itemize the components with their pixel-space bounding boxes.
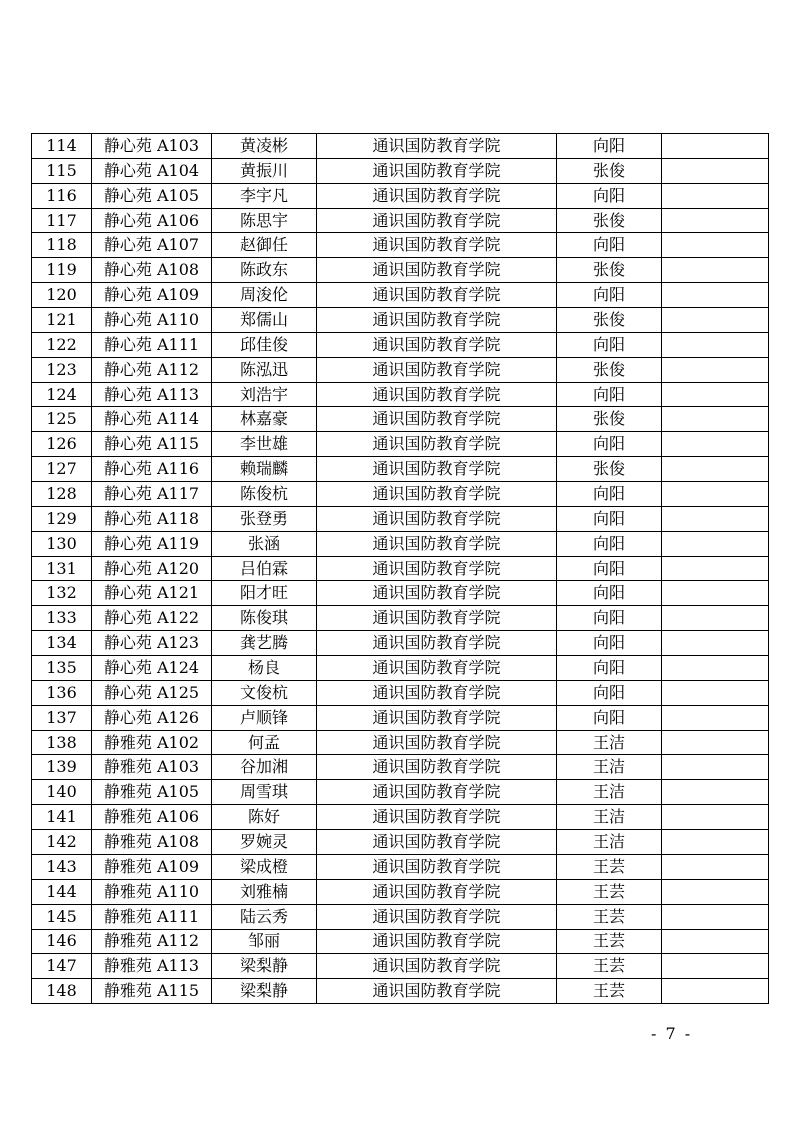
student-name-cell: 龚艺腾 (212, 631, 317, 656)
dorm-room-cell: 静心苑 A125 (92, 680, 212, 705)
counselor-cell: 王芸 (557, 929, 662, 954)
college-cell: 通识国防教育学院 (317, 332, 557, 357)
table-row (32, 357, 769, 382)
student-name-cell: 陈好 (212, 805, 317, 830)
remarks-cell (662, 208, 769, 233)
student-name-cell: 赵御任 (212, 233, 317, 258)
row-number-cell: 141 (32, 805, 92, 830)
college-cell: 通识国防教育学院 (317, 283, 557, 308)
table-row (32, 904, 769, 929)
counselor-cell: 向阳 (557, 482, 662, 507)
student-name-cell: 阳才旺 (212, 581, 317, 606)
table-row (32, 979, 769, 1004)
student-name-cell: 何孟 (212, 730, 317, 755)
row-number-cell: 137 (32, 705, 92, 730)
college-cell: 通识国防教育学院 (317, 631, 557, 656)
college-cell: 通识国防教育学院 (317, 208, 557, 233)
dorm-room-cell: 静心苑 A108 (92, 258, 212, 283)
remarks-cell (662, 283, 769, 308)
student-name-cell: 陈俊杭 (212, 482, 317, 507)
remarks-cell (662, 954, 769, 979)
row-number-cell: 142 (32, 830, 92, 855)
row-number-cell: 139 (32, 755, 92, 780)
student-name-cell: 赖瑞麟 (212, 457, 317, 482)
table-row (32, 705, 769, 730)
counselor-cell: 向阳 (557, 233, 662, 258)
table-row (32, 332, 769, 357)
college-cell: 通识国防教育学院 (317, 904, 557, 929)
college-cell: 通识国防教育学院 (317, 929, 557, 954)
college-cell: 通识国防教育学院 (317, 258, 557, 283)
row-number-cell: 116 (32, 183, 92, 208)
counselor-cell: 向阳 (557, 606, 662, 631)
dorm-room-cell: 静心苑 A120 (92, 556, 212, 581)
college-cell: 通识国防教育学院 (317, 606, 557, 631)
dorm-room-cell: 静心苑 A119 (92, 531, 212, 556)
page-number: - 7 - (651, 1024, 693, 1043)
table-row (32, 506, 769, 531)
remarks-cell (662, 457, 769, 482)
row-number-cell: 121 (32, 308, 92, 333)
counselor-cell: 王芸 (557, 979, 662, 1004)
college-cell: 通识国防教育学院 (317, 357, 557, 382)
row-number-cell: 133 (32, 606, 92, 631)
student-name-cell: 刘雅楠 (212, 879, 317, 904)
table-row (32, 134, 769, 159)
remarks-cell (662, 407, 769, 432)
student-name-cell: 吕伯霖 (212, 556, 317, 581)
student-name-cell: 文俊杭 (212, 680, 317, 705)
dorm-room-cell: 静雅苑 A106 (92, 805, 212, 830)
table-row (32, 482, 769, 507)
table-row (32, 183, 769, 208)
row-number-cell: 127 (32, 457, 92, 482)
table-row (32, 407, 769, 432)
student-name-cell: 陆云秀 (212, 904, 317, 929)
remarks-cell (662, 183, 769, 208)
counselor-cell: 王洁 (557, 830, 662, 855)
table-row (32, 730, 769, 755)
college-cell: 通识国防教育学院 (317, 134, 557, 159)
row-number-cell: 145 (32, 904, 92, 929)
dorm-room-cell: 静雅苑 A102 (92, 730, 212, 755)
row-number-cell: 136 (32, 680, 92, 705)
dorm-room-cell: 静心苑 A107 (92, 233, 212, 258)
row-number-cell: 138 (32, 730, 92, 755)
table-row (32, 457, 769, 482)
college-cell: 通识国防教育学院 (317, 705, 557, 730)
counselor-cell: 王芸 (557, 904, 662, 929)
remarks-cell (662, 780, 769, 805)
dorm-room-cell: 静心苑 A106 (92, 208, 212, 233)
college-cell: 通识国防教育学院 (317, 158, 557, 183)
table-row (32, 233, 769, 258)
student-name-cell: 李宇凡 (212, 183, 317, 208)
row-number-cell: 131 (32, 556, 92, 581)
college-cell: 通识国防教育学院 (317, 308, 557, 333)
college-cell: 通识国防教育学院 (317, 457, 557, 482)
dorm-room-cell: 静心苑 A110 (92, 308, 212, 333)
dorm-room-cell: 静雅苑 A103 (92, 755, 212, 780)
student-name-cell: 李世雄 (212, 432, 317, 457)
dorm-room-cell: 静雅苑 A105 (92, 780, 212, 805)
remarks-cell (662, 158, 769, 183)
remarks-cell (662, 854, 769, 879)
college-cell: 通识国防教育学院 (317, 183, 557, 208)
college-cell: 通识国防教育学院 (317, 879, 557, 904)
dorm-room-cell: 静心苑 A109 (92, 283, 212, 308)
row-number-cell: 132 (32, 581, 92, 606)
college-cell: 通识国防教育学院 (317, 979, 557, 1004)
remarks-cell (662, 233, 769, 258)
counselor-cell: 张俊 (557, 457, 662, 482)
table-row (32, 258, 769, 283)
counselor-cell: 向阳 (557, 705, 662, 730)
student-name-cell: 邱佳俊 (212, 332, 317, 357)
remarks-cell (662, 556, 769, 581)
student-name-cell: 陈泓迅 (212, 357, 317, 382)
table-row (32, 606, 769, 631)
table-row (32, 805, 769, 830)
row-number-cell: 125 (32, 407, 92, 432)
remarks-cell (662, 357, 769, 382)
counselor-cell: 向阳 (557, 332, 662, 357)
remarks-cell (662, 805, 769, 830)
college-cell: 通识国防教育学院 (317, 954, 557, 979)
row-number-cell: 140 (32, 780, 92, 805)
row-number-cell: 148 (32, 979, 92, 1004)
dorm-room-cell: 静雅苑 A112 (92, 929, 212, 954)
row-number-cell: 119 (32, 258, 92, 283)
student-name-cell: 梁成橙 (212, 854, 317, 879)
student-name-cell: 陈思宇 (212, 208, 317, 233)
dorm-room-cell: 静心苑 A118 (92, 506, 212, 531)
student-name-cell: 谷加湘 (212, 755, 317, 780)
college-cell: 通识国防教育学院 (317, 680, 557, 705)
row-number-cell: 114 (32, 134, 92, 159)
dorm-room-cell: 静心苑 A122 (92, 606, 212, 631)
student-name-cell: 梁梨静 (212, 954, 317, 979)
counselor-cell: 张俊 (557, 407, 662, 432)
table-row (32, 556, 769, 581)
counselor-cell: 向阳 (557, 183, 662, 208)
dorm-room-cell: 静心苑 A112 (92, 357, 212, 382)
remarks-cell (662, 705, 769, 730)
remarks-cell (662, 631, 769, 656)
remarks-cell (662, 332, 769, 357)
counselor-cell: 向阳 (557, 134, 662, 159)
row-number-cell: 130 (32, 531, 92, 556)
row-number-cell: 135 (32, 656, 92, 681)
remarks-cell (662, 656, 769, 681)
college-cell: 通识国防教育学院 (317, 531, 557, 556)
remarks-cell (662, 830, 769, 855)
remarks-cell (662, 531, 769, 556)
college-cell: 通识国防教育学院 (317, 755, 557, 780)
college-cell: 通识国防教育学院 (317, 482, 557, 507)
counselor-cell: 向阳 (557, 432, 662, 457)
remarks-cell (662, 506, 769, 531)
roster-table-body (32, 134, 769, 1004)
remarks-cell (662, 308, 769, 333)
row-number-cell: 146 (32, 929, 92, 954)
table-row (32, 531, 769, 556)
table-row (32, 308, 769, 333)
dorm-room-cell: 静心苑 A104 (92, 158, 212, 183)
college-cell: 通识国防教育学院 (317, 432, 557, 457)
student-name-cell: 黄凌彬 (212, 134, 317, 159)
remarks-cell (662, 606, 769, 631)
counselor-cell: 向阳 (557, 656, 662, 681)
dorm-room-cell: 静心苑 A114 (92, 407, 212, 432)
table-row (32, 581, 769, 606)
college-cell: 通识国防教育学院 (317, 830, 557, 855)
counselor-cell: 张俊 (557, 357, 662, 382)
student-name-cell: 张涵 (212, 531, 317, 556)
dorm-room-cell: 静心苑 A113 (92, 382, 212, 407)
row-number-cell: 115 (32, 158, 92, 183)
dorm-room-cell: 静雅苑 A113 (92, 954, 212, 979)
dorm-room-cell: 静心苑 A111 (92, 332, 212, 357)
counselor-cell: 王洁 (557, 730, 662, 755)
dorm-room-cell: 静雅苑 A108 (92, 830, 212, 855)
dorm-room-cell: 静雅苑 A109 (92, 854, 212, 879)
dorm-room-cell: 静心苑 A124 (92, 656, 212, 681)
remarks-cell (662, 382, 769, 407)
table-row (32, 680, 769, 705)
college-cell: 通识国防教育学院 (317, 233, 557, 258)
counselor-cell: 王洁 (557, 805, 662, 830)
college-cell: 通识国防教育学院 (317, 556, 557, 581)
remarks-cell (662, 929, 769, 954)
counselor-cell: 向阳 (557, 631, 662, 656)
college-cell: 通识国防教育学院 (317, 780, 557, 805)
counselor-cell: 王洁 (557, 755, 662, 780)
counselor-cell: 王芸 (557, 854, 662, 879)
row-number-cell: 128 (32, 482, 92, 507)
row-number-cell: 134 (32, 631, 92, 656)
table-row (32, 432, 769, 457)
college-cell: 通识国防教育学院 (317, 854, 557, 879)
counselor-cell: 王芸 (557, 879, 662, 904)
counselor-cell: 王芸 (557, 954, 662, 979)
student-name-cell: 郑儒山 (212, 308, 317, 333)
table-row (32, 382, 769, 407)
college-cell: 通识国防教育学院 (317, 581, 557, 606)
dorm-room-cell: 静心苑 A126 (92, 705, 212, 730)
counselor-cell: 向阳 (557, 680, 662, 705)
student-name-cell: 卢顺锋 (212, 705, 317, 730)
college-cell: 通识国防教育学院 (317, 506, 557, 531)
remarks-cell (662, 680, 769, 705)
student-name-cell: 刘浩宇 (212, 382, 317, 407)
dorm-room-cell: 静心苑 A116 (92, 457, 212, 482)
table-row (32, 954, 769, 979)
counselor-cell: 张俊 (557, 308, 662, 333)
student-name-cell: 林嘉豪 (212, 407, 317, 432)
remarks-cell (662, 432, 769, 457)
row-number-cell: 126 (32, 432, 92, 457)
college-cell: 通识国防教育学院 (317, 805, 557, 830)
counselor-cell: 向阳 (557, 556, 662, 581)
counselor-cell: 向阳 (557, 382, 662, 407)
counselor-cell: 向阳 (557, 581, 662, 606)
student-name-cell: 罗婉灵 (212, 830, 317, 855)
college-cell: 通识国防教育学院 (317, 407, 557, 432)
student-name-cell: 黄振川 (212, 158, 317, 183)
remarks-cell (662, 581, 769, 606)
counselor-cell: 向阳 (557, 283, 662, 308)
dorm-room-cell: 静心苑 A103 (92, 134, 212, 159)
row-number-cell: 120 (32, 283, 92, 308)
counselor-cell: 向阳 (557, 531, 662, 556)
table-row (32, 158, 769, 183)
table-row (32, 854, 769, 879)
table-row (32, 929, 769, 954)
student-name-cell: 杨良 (212, 656, 317, 681)
table-row (32, 780, 769, 805)
remarks-cell (662, 134, 769, 159)
remarks-cell (662, 904, 769, 929)
counselor-cell: 张俊 (557, 208, 662, 233)
student-name-cell: 周浚伦 (212, 283, 317, 308)
college-cell: 通识国防教育学院 (317, 730, 557, 755)
row-number-cell: 118 (32, 233, 92, 258)
row-number-cell: 147 (32, 954, 92, 979)
row-number-cell: 117 (32, 208, 92, 233)
table-row (32, 283, 769, 308)
table-row (32, 208, 769, 233)
student-name-cell: 张登勇 (212, 506, 317, 531)
counselor-cell: 张俊 (557, 258, 662, 283)
dorm-room-cell: 静雅苑 A115 (92, 979, 212, 1004)
dorm-room-cell: 静雅苑 A110 (92, 879, 212, 904)
row-number-cell: 143 (32, 854, 92, 879)
table-row (32, 755, 769, 780)
dorm-room-cell: 静心苑 A123 (92, 631, 212, 656)
counselor-cell: 向阳 (557, 506, 662, 531)
row-number-cell: 122 (32, 332, 92, 357)
student-name-cell: 陈政东 (212, 258, 317, 283)
dorm-room-cell: 静心苑 A121 (92, 581, 212, 606)
college-cell: 通识国防教育学院 (317, 382, 557, 407)
counselor-cell: 张俊 (557, 158, 662, 183)
dorm-room-cell: 静心苑 A105 (92, 183, 212, 208)
remarks-cell (662, 979, 769, 1004)
row-number-cell: 144 (32, 879, 92, 904)
dorm-room-cell: 静雅苑 A111 (92, 904, 212, 929)
remarks-cell (662, 482, 769, 507)
student-name-cell: 周雪琪 (212, 780, 317, 805)
table-row (32, 879, 769, 904)
college-cell: 通识国防教育学院 (317, 656, 557, 681)
row-number-cell: 124 (32, 382, 92, 407)
row-number-cell: 129 (32, 506, 92, 531)
remarks-cell (662, 258, 769, 283)
table-row (32, 656, 769, 681)
student-name-cell: 邹丽 (212, 929, 317, 954)
remarks-cell (662, 879, 769, 904)
roster-table (31, 133, 769, 1004)
remarks-cell (662, 755, 769, 780)
student-name-cell: 梁梨静 (212, 979, 317, 1004)
dorm-room-cell: 静心苑 A117 (92, 482, 212, 507)
remarks-cell (662, 730, 769, 755)
row-number-cell: 123 (32, 357, 92, 382)
student-name-cell: 陈俊琪 (212, 606, 317, 631)
dorm-room-cell: 静心苑 A115 (92, 432, 212, 457)
counselor-cell: 王洁 (557, 780, 662, 805)
table-row (32, 830, 769, 855)
table-row (32, 631, 769, 656)
